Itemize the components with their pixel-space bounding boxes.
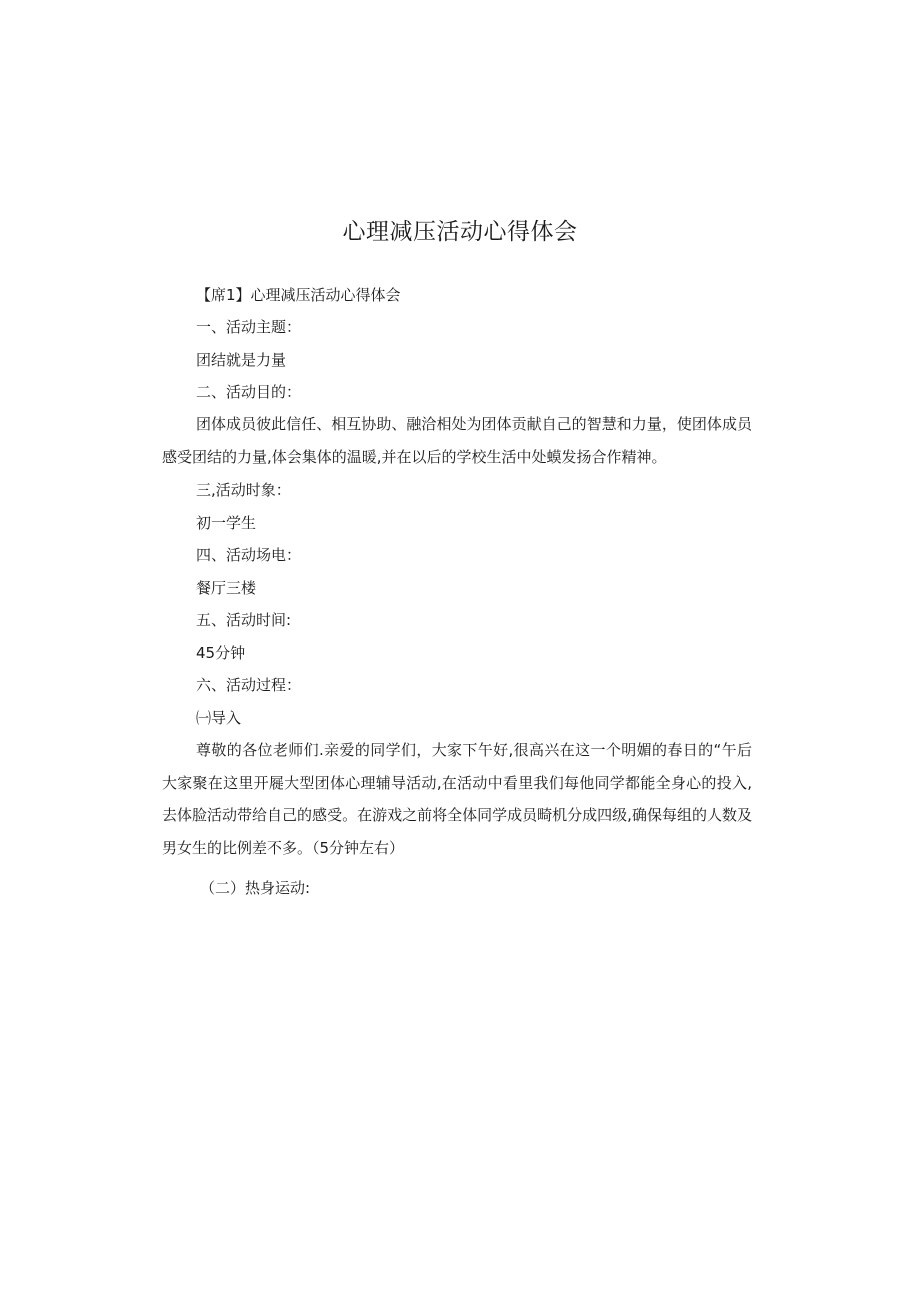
warmup-heading: （二）热身运动: — [200, 879, 311, 897]
section-label: 【席1】心理减压活动心得体会 — [196, 286, 401, 304]
theme-value: 团结就是力量 — [196, 351, 287, 369]
document-title: 心理减压活动心得体会 — [342, 219, 578, 245]
purpose-heading: 二、活动目的： — [196, 383, 302, 401]
process-heading: 六、活动过程： — [196, 676, 302, 694]
intro-paragraph: 尊敬的各位老师们.亲爱的同学们，大家下午好,很高兴在这一个明媚的春日的“午后大家聚在这里开屣大型团体心理辅导活动,在活动中看里我们每他同学都能全身心的投入,去体脸活动带给自己的感受。在游戏之前将全体同学成员畸机分成四级,确保每组的人数及男女生的比例差不多。（5分钟左右） — [162, 741, 752, 857]
audience-value: 初一学生 — [196, 514, 257, 532]
intro-heading: ㈠导入 — [196, 709, 242, 727]
venue-heading: 四、活动场电： — [196, 546, 302, 564]
time-heading: 五、活动时间: — [196, 611, 292, 629]
venue-value: 餐厅三楼 — [196, 579, 257, 597]
purpose-paragraph: 团体成员彼此信任、相互协助、融洽相处为团体贡献自己的智慧和力量，使团体成员感受团结的力量,体会集体的温暖,并在以后的学校生活中处蟆发扬合作精神。 — [162, 415, 752, 466]
time-value: 45分钟 — [196, 644, 246, 662]
audience-heading: 三,活动时象： — [196, 481, 291, 499]
theme-heading: 一、活动主题： — [196, 318, 302, 336]
